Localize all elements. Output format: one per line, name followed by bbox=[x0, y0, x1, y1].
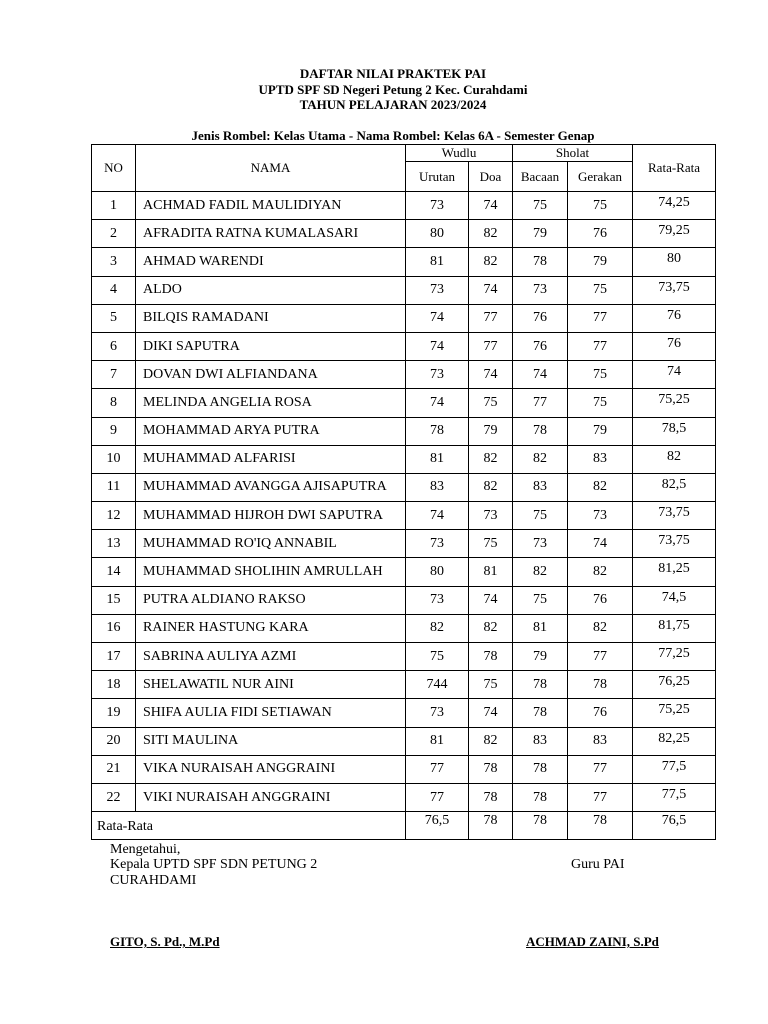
document-title: DAFTAR NILAI PRAKTEK PAI bbox=[299, 66, 487, 81]
cell-urutan: 77 bbox=[406, 755, 469, 783]
cell-no: 22 bbox=[92, 783, 136, 811]
cell-gerakan: 75 bbox=[568, 361, 633, 389]
average-row bbox=[92, 812, 716, 840]
cell-name: SHELAWATIL NUR AINI bbox=[136, 671, 406, 699]
average-urutan: 76,5 bbox=[406, 812, 469, 840]
table-row bbox=[92, 671, 716, 699]
cell-gerakan: 79 bbox=[568, 248, 633, 276]
cell-urutan: 78 bbox=[406, 417, 469, 445]
cell-doa: 82 bbox=[469, 473, 513, 501]
cell-name: MUHAMMAD SHOLIHIN AMRULLAH bbox=[136, 558, 406, 586]
cell-urutan: 744 bbox=[406, 671, 469, 699]
cell-gerakan: 78 bbox=[568, 671, 633, 699]
cell-no: 11 bbox=[92, 473, 136, 501]
cell-no: 18 bbox=[92, 671, 136, 699]
cell-name: BILQIS RAMADANI bbox=[136, 304, 406, 332]
table-row bbox=[92, 417, 716, 445]
cell-doa: 75 bbox=[469, 389, 513, 417]
cell-bacaan: 77 bbox=[513, 389, 568, 417]
table-row bbox=[92, 727, 716, 755]
cell-no: 17 bbox=[92, 643, 136, 671]
cell-no: 1 bbox=[92, 192, 136, 220]
cell-bacaan: 73 bbox=[513, 276, 568, 304]
cell-doa: 73 bbox=[469, 502, 513, 530]
table-row bbox=[92, 248, 716, 276]
cell-no: 8 bbox=[92, 389, 136, 417]
table-row bbox=[92, 332, 716, 360]
school-name: UPTD SPF SD Negeri Petung 2 Kec. Curahdami bbox=[258, 82, 528, 97]
cell-urutan: 74 bbox=[406, 332, 469, 360]
cell-bacaan: 78 bbox=[513, 783, 568, 811]
cell-urutan: 81 bbox=[406, 445, 469, 473]
cell-gerakan: 77 bbox=[568, 783, 633, 811]
cell-gerakan: 73 bbox=[568, 502, 633, 530]
table-row bbox=[92, 389, 716, 417]
cell-no: 9 bbox=[92, 417, 136, 445]
cell-rata-rata: 79,25 bbox=[633, 220, 716, 248]
cell-no: 2 bbox=[92, 220, 136, 248]
cell-doa: 82 bbox=[469, 220, 513, 248]
table-row bbox=[92, 783, 716, 811]
cell-urutan: 74 bbox=[406, 304, 469, 332]
cell-rata-rata: 80 bbox=[633, 248, 716, 276]
cell-doa: 74 bbox=[469, 192, 513, 220]
cell-gerakan: 77 bbox=[568, 643, 633, 671]
cell-rata-rata: 74 bbox=[633, 361, 716, 389]
grades-body bbox=[92, 192, 716, 812]
cell-doa: 74 bbox=[469, 586, 513, 614]
cell-doa: 79 bbox=[469, 417, 513, 445]
cell-doa: 77 bbox=[469, 304, 513, 332]
average-gerakan: 78 bbox=[568, 812, 633, 840]
cell-urutan: 83 bbox=[406, 473, 469, 501]
header-rata-rata: Rata-Rata bbox=[633, 145, 716, 192]
cell-gerakan: 76 bbox=[568, 220, 633, 248]
cell-urutan: 82 bbox=[406, 614, 469, 642]
cell-gerakan: 76 bbox=[568, 586, 633, 614]
cell-no: 15 bbox=[92, 586, 136, 614]
table-row bbox=[92, 220, 716, 248]
header-sholat: Sholat bbox=[513, 145, 633, 162]
cell-urutan: 77 bbox=[406, 783, 469, 811]
header-bacaan bbox=[513, 162, 568, 192]
cell-bacaan: 75 bbox=[513, 502, 568, 530]
cell-gerakan: 83 bbox=[568, 445, 633, 473]
cell-doa: 82 bbox=[469, 727, 513, 755]
cell-bacaan: 81 bbox=[513, 614, 568, 642]
cell-gerakan: 79 bbox=[568, 417, 633, 445]
cell-rata-rata: 77,5 bbox=[633, 755, 716, 783]
cell-name: SHIFA AULIA FIDI SETIAWAN bbox=[136, 699, 406, 727]
cell-doa: 75 bbox=[469, 671, 513, 699]
cell-rata-rata: 75,25 bbox=[633, 699, 716, 727]
cell-name: ALDO bbox=[136, 276, 406, 304]
table-row bbox=[92, 699, 716, 727]
cell-no: 7 bbox=[92, 361, 136, 389]
cell-gerakan: 77 bbox=[568, 304, 633, 332]
cell-bacaan: 78 bbox=[513, 671, 568, 699]
cell-no: 6 bbox=[92, 332, 136, 360]
cell-name: MUHAMMAD HIJROH DWI SAPUTRA bbox=[136, 502, 406, 530]
cell-bacaan: 79 bbox=[513, 643, 568, 671]
cell-name: MUHAMMAD ALFARISI bbox=[136, 445, 406, 473]
cell-name: DOVAN DWI ALFIANDANA bbox=[136, 361, 406, 389]
average-doa: 78 bbox=[469, 812, 513, 840]
table-row bbox=[92, 586, 716, 614]
table-row bbox=[92, 502, 716, 530]
average-bacaan: 78 bbox=[513, 812, 568, 840]
cell-doa: 82 bbox=[469, 445, 513, 473]
cell-urutan: 81 bbox=[406, 727, 469, 755]
principal-name: GITO, S. Pd., M.Pd bbox=[110, 934, 220, 949]
principal-title: Kepala UPTD SPF SDN PETUNG 2 bbox=[110, 857, 318, 872]
cell-no: 20 bbox=[92, 727, 136, 755]
header-no: NO bbox=[92, 145, 136, 192]
cell-gerakan: 82 bbox=[568, 614, 633, 642]
header-gerakan: Gerakan bbox=[568, 162, 633, 192]
cell-urutan: 74 bbox=[406, 389, 469, 417]
cell-rata-rata: 82 bbox=[633, 445, 716, 473]
cell-rata-rata: 82,5 bbox=[633, 473, 716, 501]
cell-rata-rata: 75,25 bbox=[633, 389, 716, 417]
cell-urutan: 73 bbox=[406, 192, 469, 220]
cell-urutan: 73 bbox=[406, 276, 469, 304]
cell-name: VIKA NURAISAH ANGGRAINI bbox=[136, 755, 406, 783]
cell-rata-rata: 82,25 bbox=[633, 727, 716, 755]
cell-bacaan: 76 bbox=[513, 304, 568, 332]
cell-name: RAINER HASTUNG KARA bbox=[136, 614, 406, 642]
cell-no: 14 bbox=[92, 558, 136, 586]
cell-no: 19 bbox=[92, 699, 136, 727]
cell-bacaan: 79 bbox=[513, 220, 568, 248]
cell-name: AHMAD WARENDI bbox=[136, 248, 406, 276]
cell-rata-rata: 76,25 bbox=[633, 671, 716, 699]
cell-urutan: 80 bbox=[406, 220, 469, 248]
cell-gerakan: 75 bbox=[568, 389, 633, 417]
table-row bbox=[92, 558, 716, 586]
cell-name: MUHAMMAD RO'IQ ANNABIL bbox=[136, 530, 406, 558]
cell-gerakan: 83 bbox=[568, 727, 633, 755]
cell-bacaan: 82 bbox=[513, 558, 568, 586]
cell-name: MUHAMMAD AVANGGA AJISAPUTRA bbox=[136, 473, 406, 501]
cell-rata-rata: 81,75 bbox=[633, 614, 716, 642]
table-row bbox=[92, 643, 716, 671]
cell-rata-rata: 77,5 bbox=[633, 783, 716, 811]
cell-name: MELINDA ANGELIA ROSA bbox=[136, 389, 406, 417]
teacher-name: ACHMAD ZAINI, S.Pd bbox=[526, 934, 659, 949]
cell-doa: 78 bbox=[469, 755, 513, 783]
cell-bacaan: 82 bbox=[513, 445, 568, 473]
cell-rata-rata: 81,25 bbox=[633, 558, 716, 586]
cell-doa: 81 bbox=[469, 558, 513, 586]
cell-no: 21 bbox=[92, 755, 136, 783]
teacher-title: Guru PAI bbox=[571, 857, 625, 872]
table-row bbox=[92, 614, 716, 642]
cell-gerakan: 82 bbox=[568, 473, 633, 501]
cell-name: VIKI NURAISAH ANGGRAINI bbox=[136, 783, 406, 811]
cell-bacaan: 75 bbox=[513, 192, 568, 220]
cell-rata-rata: 73,75 bbox=[633, 276, 716, 304]
cell-name: SABRINA AULIYA AZMI bbox=[136, 643, 406, 671]
cell-doa: 82 bbox=[469, 614, 513, 642]
cell-bacaan: 78 bbox=[513, 248, 568, 276]
cell-bacaan: 73 bbox=[513, 530, 568, 558]
cell-doa: 74 bbox=[469, 699, 513, 727]
cell-bacaan: 78 bbox=[513, 699, 568, 727]
cell-rata-rata: 73,75 bbox=[633, 530, 716, 558]
table-row bbox=[92, 530, 716, 558]
cell-doa: 74 bbox=[469, 276, 513, 304]
class-info: Jenis Rombel: Kelas Utama - Nama Rombel: Kelas 6A - Semester Genap bbox=[191, 128, 595, 143]
cell-doa: 77 bbox=[469, 332, 513, 360]
cell-urutan: 80 bbox=[406, 558, 469, 586]
cell-rata-rata: 76 bbox=[633, 332, 716, 360]
cell-urutan: 75 bbox=[406, 643, 469, 671]
cell-rata-rata: 74,25 bbox=[633, 192, 716, 220]
cell-gerakan: 76 bbox=[568, 699, 633, 727]
header-name: NAMA bbox=[136, 145, 406, 192]
table-row bbox=[92, 304, 716, 332]
table-row bbox=[92, 755, 716, 783]
cell-rata-rata: 73,75 bbox=[633, 502, 716, 530]
principal-title-location: CURAHDAMI bbox=[110, 873, 197, 888]
cell-bacaan: 78 bbox=[513, 417, 568, 445]
cell-gerakan: 77 bbox=[568, 332, 633, 360]
header-bacaan-text: Bacaan bbox=[520, 169, 560, 184]
cell-urutan: 73 bbox=[406, 530, 469, 558]
cell-no: 10 bbox=[92, 445, 136, 473]
average-label: Rata-Rata bbox=[92, 812, 406, 840]
header-wudlu: Wudlu bbox=[406, 145, 513, 162]
cell-bacaan: 83 bbox=[513, 727, 568, 755]
cell-rata-rata: 77,25 bbox=[633, 643, 716, 671]
cell-urutan: 81 bbox=[406, 248, 469, 276]
cell-name: MOHAMMAD ARYA PUTRA bbox=[136, 417, 406, 445]
grades-table bbox=[91, 144, 716, 840]
cell-rata-rata: 74,5 bbox=[633, 586, 716, 614]
cell-name: SITI MAULINA bbox=[136, 727, 406, 755]
cell-doa: 78 bbox=[469, 643, 513, 671]
table-row bbox=[92, 192, 716, 220]
cell-urutan: 73 bbox=[406, 586, 469, 614]
cell-no: 16 bbox=[92, 614, 136, 642]
cell-name: DIKI SAPUTRA bbox=[136, 332, 406, 360]
cell-no: 3 bbox=[92, 248, 136, 276]
cell-urutan: 73 bbox=[406, 361, 469, 389]
cell-gerakan: 77 bbox=[568, 755, 633, 783]
table-row bbox=[92, 361, 716, 389]
cell-no: 12 bbox=[92, 502, 136, 530]
header-doa: Doa bbox=[469, 162, 513, 192]
table-row bbox=[92, 473, 716, 501]
acknowledged-label: Mengetahui, bbox=[110, 842, 181, 857]
cell-rata-rata: 76 bbox=[633, 304, 716, 332]
cell-gerakan: 75 bbox=[568, 192, 633, 220]
header-urutan: Urutan bbox=[406, 162, 469, 192]
cell-urutan: 74 bbox=[406, 502, 469, 530]
cell-bacaan: 76 bbox=[513, 332, 568, 360]
cell-gerakan: 74 bbox=[568, 530, 633, 558]
cell-doa: 78 bbox=[469, 783, 513, 811]
table-row bbox=[92, 445, 716, 473]
average-rata-rata: 76,5 bbox=[633, 812, 716, 840]
cell-no: 13 bbox=[92, 530, 136, 558]
cell-rata-rata: 78,5 bbox=[633, 417, 716, 445]
cell-bacaan: 78 bbox=[513, 755, 568, 783]
cell-no: 4 bbox=[92, 276, 136, 304]
cell-doa: 82 bbox=[469, 248, 513, 276]
cell-urutan: 73 bbox=[406, 699, 469, 727]
cell-name: AFRADITA RATNA KUMALASARI bbox=[136, 220, 406, 248]
cell-doa: 75 bbox=[469, 530, 513, 558]
cell-doa: 74 bbox=[469, 361, 513, 389]
cell-no: 5 bbox=[92, 304, 136, 332]
cell-name: ACHMAD FADIL MAULIDIYAN bbox=[136, 192, 406, 220]
cell-gerakan: 82 bbox=[568, 558, 633, 586]
table-row bbox=[92, 276, 716, 304]
cell-name: PUTRA ALDIANO RAKSO bbox=[136, 586, 406, 614]
cell-gerakan: 75 bbox=[568, 276, 633, 304]
cell-bacaan: 74 bbox=[513, 361, 568, 389]
cell-bacaan: 83 bbox=[513, 473, 568, 501]
academic-year: TAHUN PELAJARAN 2023/2024 bbox=[299, 97, 487, 112]
cell-bacaan: 75 bbox=[513, 586, 568, 614]
